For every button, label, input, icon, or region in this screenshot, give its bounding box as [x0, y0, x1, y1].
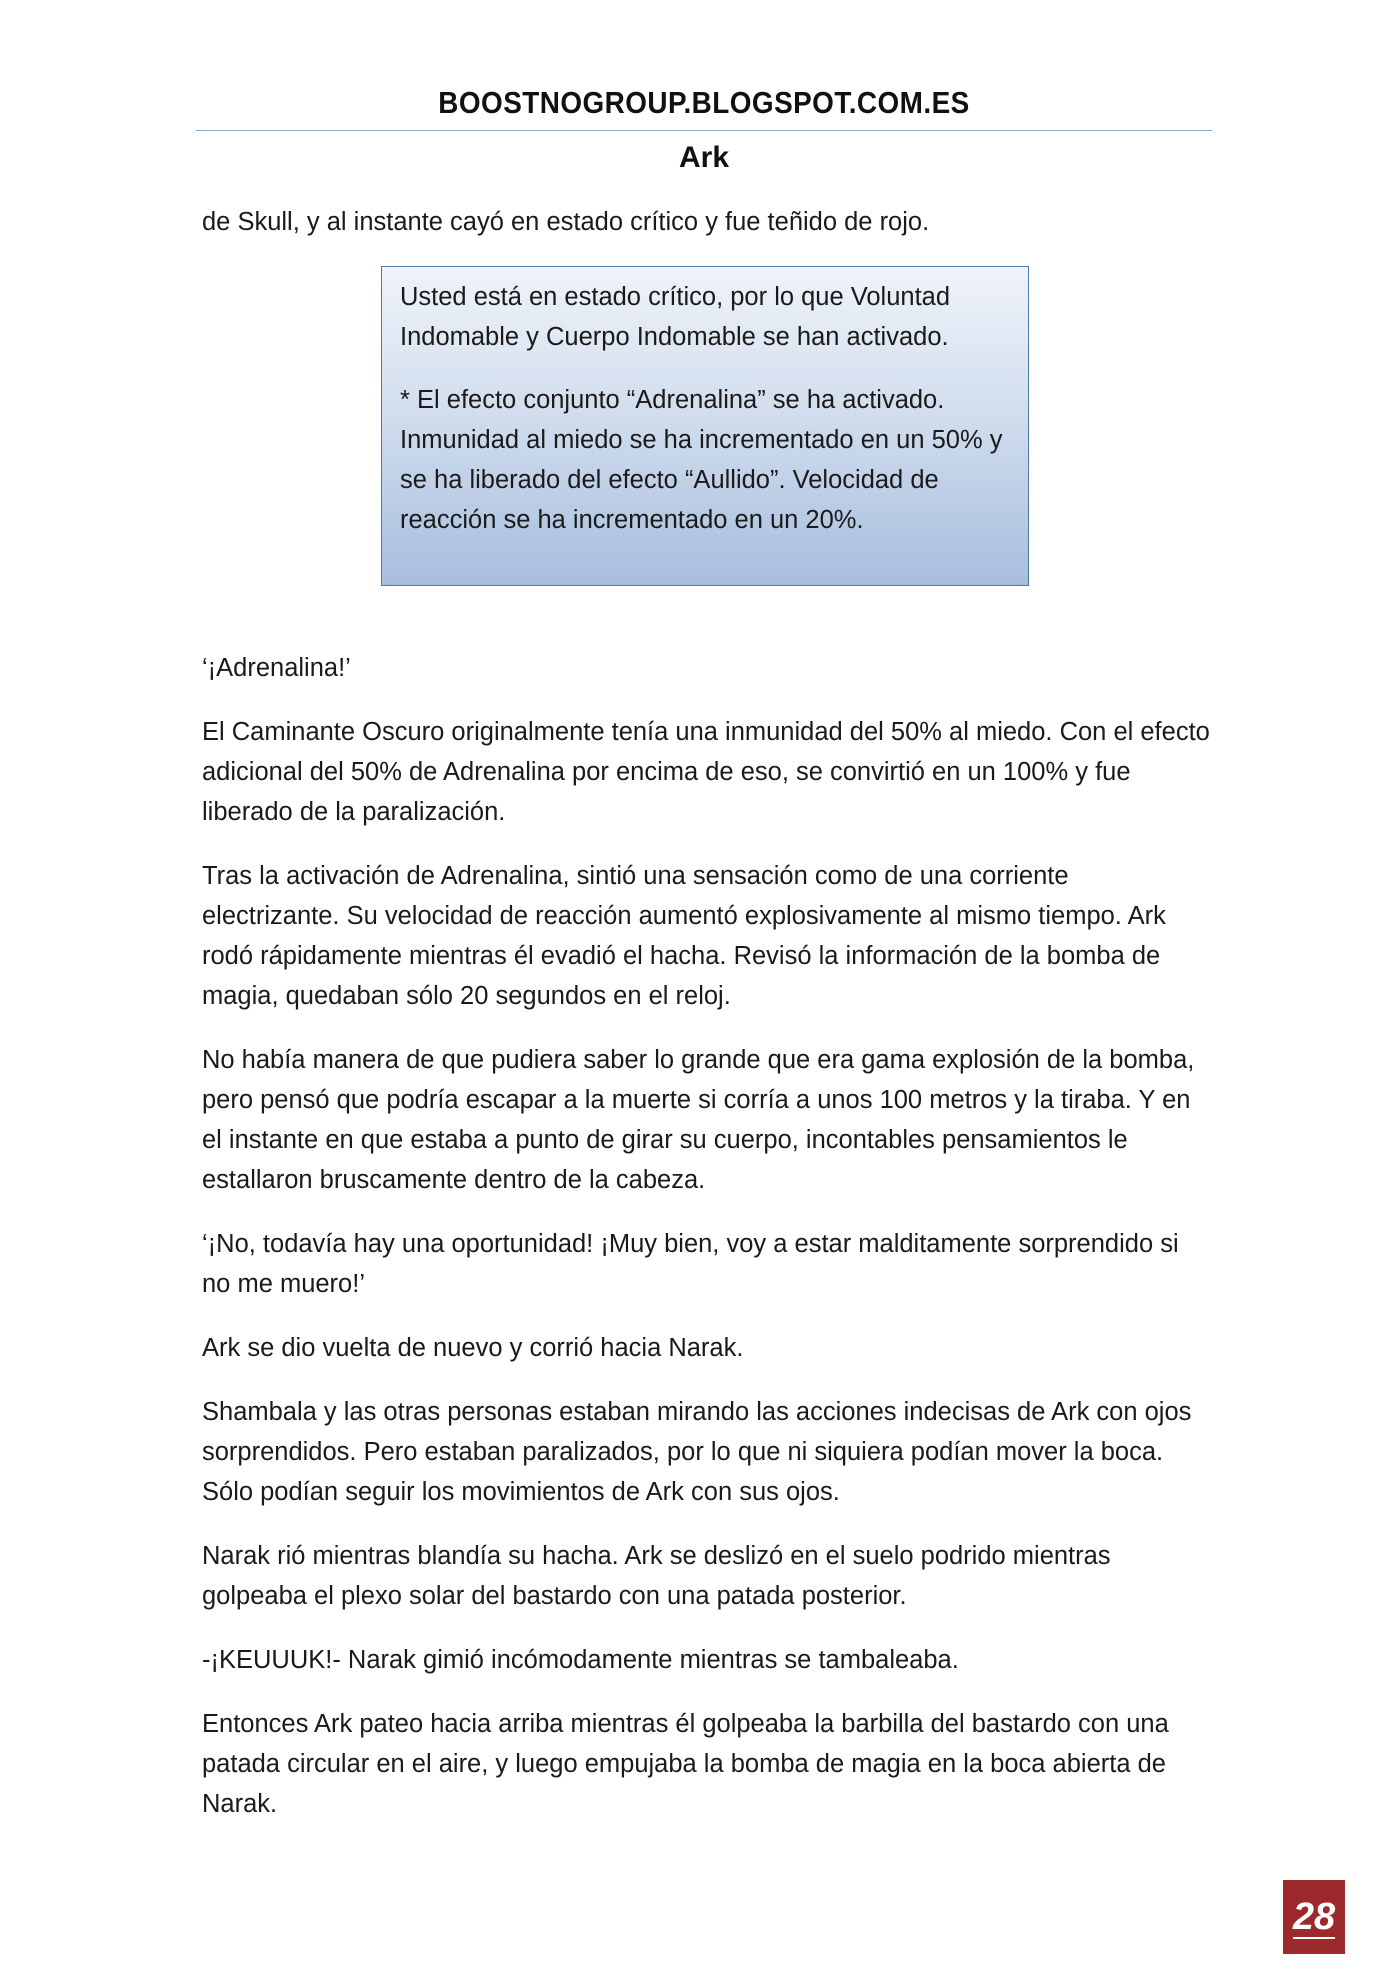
header-site-name: BOOSTNOGROUP.BLOGSPOT.COM.ES — [438, 85, 970, 120]
paragraph: ‘¡Adrenalina!’ — [202, 654, 351, 682]
system-message-line: * El efecto conjunto “Adrenalina” se ha activado. Inmunidad al miedo se ha incrementado en un 50% y se ha liberado del efecto “Aullido”. Velocidad de reacción se ha incrementado en un 20%. — [400, 386, 1003, 534]
body-text — [202, 202, 1212, 1848]
paragraph: Narak rió mientras blandía su hacha. Ark se deslizó en el suelo podrido mientras golpeaba el plexo solar del bastardo con una patada posterior. — [202, 1542, 1111, 1610]
page-header — [196, 80, 1212, 180]
paragraph: Ark se dio vuelta de nuevo y corrió hacia Narak. — [202, 1334, 744, 1362]
paragraph: Shambala y las otras personas estaban mirando las acciones indecisas de Ark con ojos sorprendidos. Pero estaban paralizados, por lo que ni siquiera podían mover la boca. Sólo podían seguir los movimientos de Ark con sus ojos. — [202, 1398, 1192, 1506]
paragraph: Entonces Ark pateo hacia arriba mientras él golpeaba la barbilla del bastardo con una patada circular en el aire, y luego empujaba la bomba de magia en la boca abierta de Narak. — [202, 1710, 1169, 1818]
header-title: Ark — [678, 141, 730, 174]
page-number-badge — [1283, 1880, 1345, 1954]
paragraph-continuation: de Skull, y al instante cayó en estado crítico y fue teñido de rojo. — [202, 208, 930, 236]
system-message-line: Usted está en estado crítico, por lo que Voluntad Indomable y Cuerpo Indomable se han activado. — [400, 283, 951, 351]
page-number: 28 — [1292, 1896, 1336, 1938]
paragraph: ‘¡No, todavía hay una oportunidad! ¡Muy bien, voy a estar malditamente sorprendido si no me muero!’ — [202, 1230, 1179, 1298]
paragraph: El Caminante Oscuro originalmente tenía una inmunidad del 50% al miedo. Con el efecto adicional del 50% de Adrenalina por encima de eso, se convirtió en un 100% y fue liberado de la paralización. — [202, 718, 1210, 826]
paragraph: -¡KEUUUK!- Narak gimió incómodamente mientras se tambaleaba. — [202, 1646, 959, 1674]
paragraph: No había manera de que pudiera saber lo grande que era gama explosión de la bomba, pero pensó que podría escapar a la muerte si corría a unos 100 metros y la tiraba. Y en el instante en que estaba a punto de girar su cuerpo, incontables pensamientos le estallaron bruscamente dentro de la cabeza. — [202, 1046, 1195, 1194]
paragraph: Tras la activación de Adrenalina, sintió una sensación como de una corriente electrizante. Su velocidad de reacción aumentó explosivamente al mismo tiempo. Ark rodó rápidamente mientras él evadió el hacha. Revisó la información de la bomba de magia, quedaban sólo 20 segundos en el reloj. — [202, 862, 1166, 1010]
header-divider — [196, 130, 1212, 131]
system-message-box — [381, 266, 1029, 586]
